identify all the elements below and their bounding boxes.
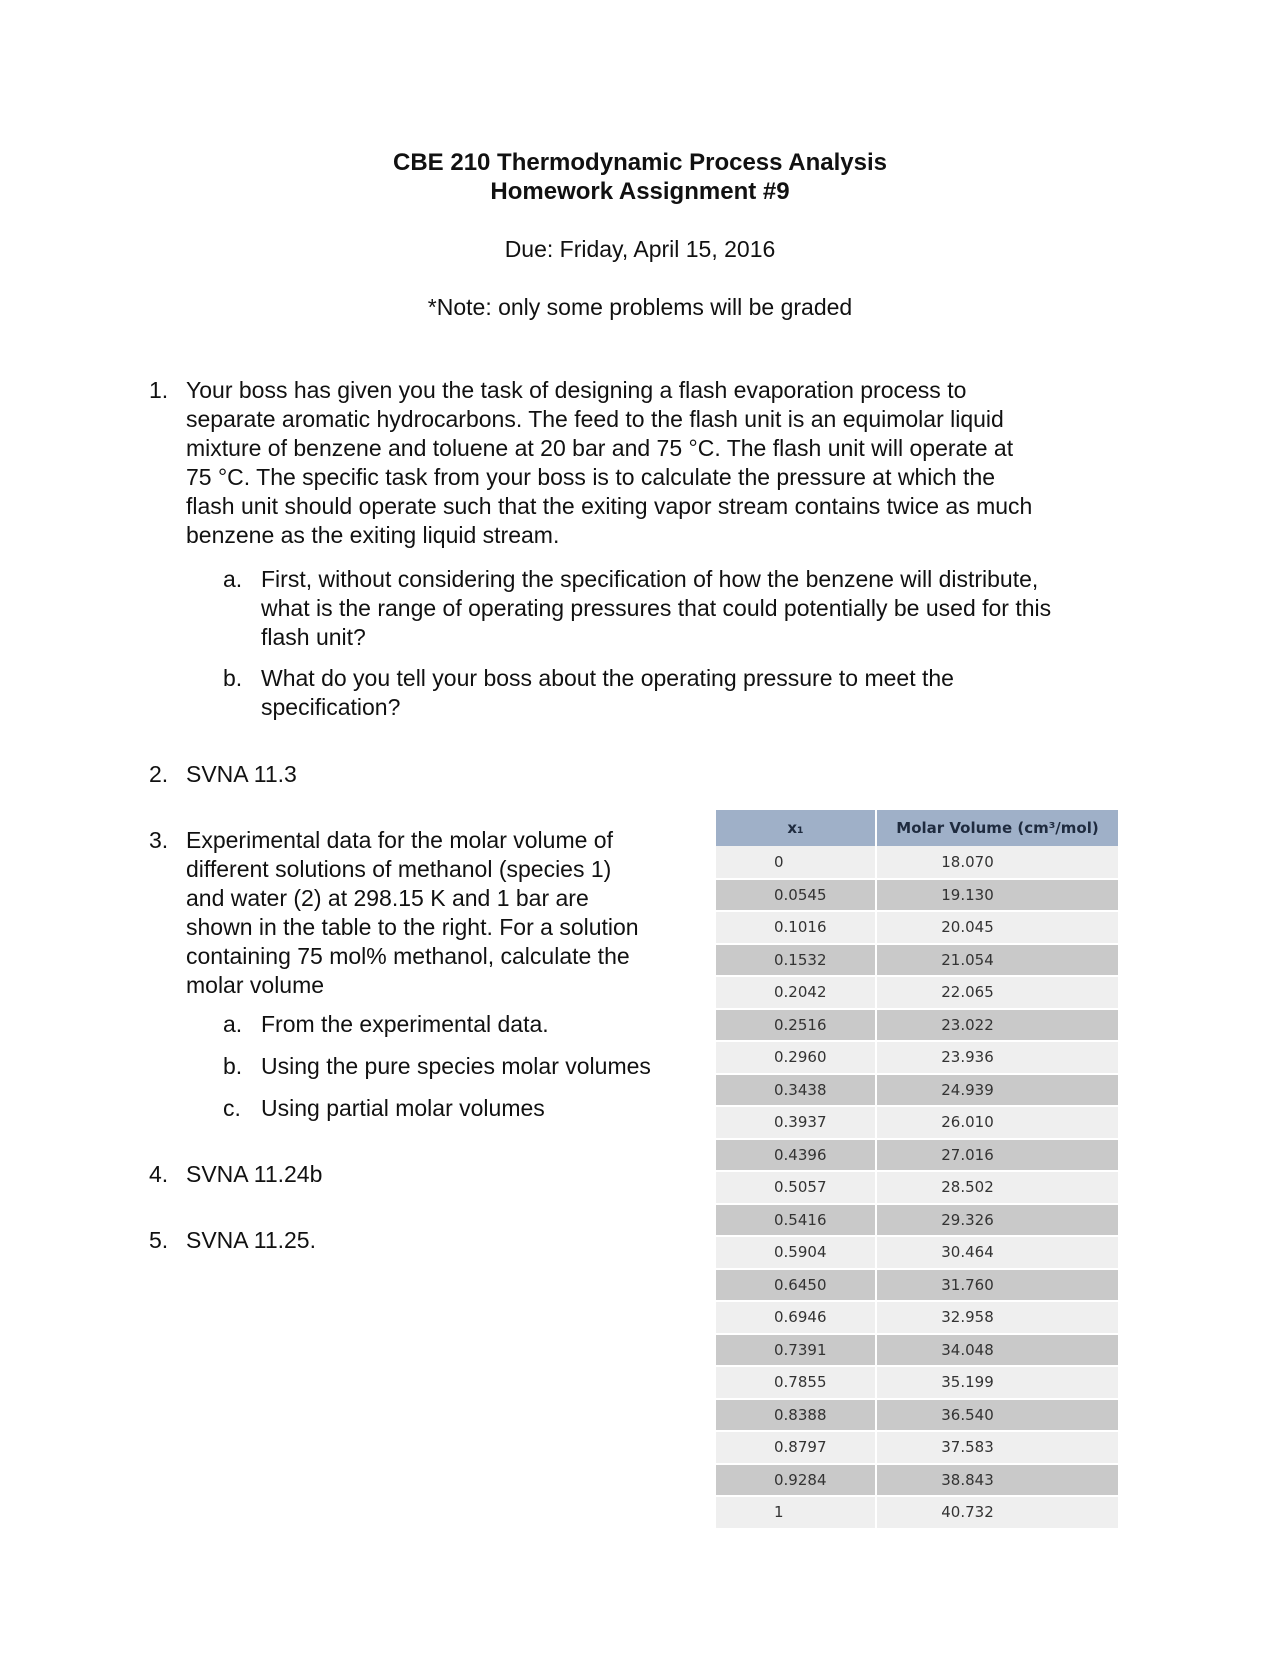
problem-3-line: Experimental data for the molar volume of xyxy=(186,827,613,853)
problem-4-number: 4. xyxy=(149,1161,169,1187)
cell-x1: 0.0545 xyxy=(716,879,876,912)
problem-3a-text: From the experimental data. xyxy=(261,1011,549,1037)
problem-1a-line: what is the range of operating pressures that could potentially be used for this xyxy=(261,595,1052,621)
cell-x1: 0.6450 xyxy=(716,1269,876,1302)
problem-1-line: separate aromatic hydrocarbons. The feed to the flash unit is an equimolar liquid xyxy=(186,406,1004,432)
cell-x1: 0.8797 xyxy=(716,1431,876,1464)
cell-molar-volume: 29.326 xyxy=(876,1204,1119,1237)
problem-3-text xyxy=(186,826,706,1000)
problem-3-line: shown in the table to the right. For a solution xyxy=(186,914,639,940)
cell-molar-volume: 38.843 xyxy=(876,1464,1119,1497)
table-row xyxy=(716,1009,1119,1042)
cell-molar-volume: 32.958 xyxy=(876,1301,1119,1334)
table-row xyxy=(716,1301,1119,1334)
course-title: CBE 210 Thermodynamic Process Analysis xyxy=(393,149,887,176)
problem-1-number: 1. xyxy=(149,377,169,403)
cell-x1: 0.7855 xyxy=(716,1366,876,1399)
assignment-title: Homework Assignment #9 xyxy=(490,178,790,205)
problem-3-number: 3. xyxy=(149,827,169,853)
cell-x1: 0.2516 xyxy=(716,1009,876,1042)
table-row xyxy=(716,976,1119,1009)
cell-molar-volume: 24.939 xyxy=(876,1074,1119,1107)
cell-x1: 0.8388 xyxy=(716,1399,876,1432)
molar-volume-table-wrap xyxy=(716,810,1120,1530)
problem-3c-text: Using partial molar volumes xyxy=(261,1095,545,1121)
cell-molar-volume: 22.065 xyxy=(876,976,1119,1009)
problem-3b-text: Using the pure species molar volumes xyxy=(261,1053,651,1079)
cell-molar-volume: 23.936 xyxy=(876,1041,1119,1074)
cell-x1: 0.2042 xyxy=(716,976,876,1009)
cell-x1: 0.1532 xyxy=(716,944,876,977)
problem-1-line: benzene as the exiting liquid stream. xyxy=(186,522,560,548)
problem-1b-label: b. xyxy=(223,665,243,691)
cell-x1: 0.6946 xyxy=(716,1301,876,1334)
table-header-row xyxy=(716,810,1119,846)
cell-x1: 0.2960 xyxy=(716,1041,876,1074)
grading-note: *Note: only some problems will be graded xyxy=(427,294,853,320)
table-row xyxy=(716,911,1119,944)
problem-1-line: mixture of benzene and toluene at 20 bar and 75 °C. The flash unit will operate at xyxy=(186,435,1014,461)
cell-molar-volume: 37.583 xyxy=(876,1431,1119,1464)
table-row xyxy=(716,1399,1119,1432)
cell-molar-volume: 34.048 xyxy=(876,1334,1119,1367)
table-row xyxy=(716,846,1119,879)
problem-3a-label: a. xyxy=(223,1011,243,1037)
cell-x1: 0.5416 xyxy=(716,1204,876,1237)
cell-x1: 0 xyxy=(716,846,876,879)
problem-2-number: 2. xyxy=(149,761,169,787)
problem-1-line: flash unit should operate such that the exiting vapor stream contains twice as much xyxy=(186,493,1033,519)
table-row xyxy=(716,1204,1119,1237)
cell-molar-volume: 19.130 xyxy=(876,879,1119,912)
problem-5-number: 5. xyxy=(149,1227,169,1253)
table-row xyxy=(716,879,1119,912)
cell-x1: 0.4396 xyxy=(716,1139,876,1172)
table-row xyxy=(716,944,1119,977)
problem-3-line: and water (2) at 298.15 K and 1 bar are xyxy=(186,885,589,911)
problem-1b-line: What do you tell your boss about the operating pressure to meet the xyxy=(261,665,954,691)
document-title xyxy=(0,148,1280,206)
problem-1b-line: specification? xyxy=(261,694,401,720)
cell-molar-volume: 21.054 xyxy=(876,944,1119,977)
cell-x1: 0.3438 xyxy=(716,1074,876,1107)
problem-3c-label: c. xyxy=(223,1095,241,1121)
cell-x1: 0.3937 xyxy=(716,1106,876,1139)
problem-1a-label: a. xyxy=(223,566,243,592)
molar-volume-table xyxy=(716,810,1120,1530)
column-header-molar-volume: Molar Volume (cm³/mol) xyxy=(876,810,1119,846)
cell-molar-volume: 27.016 xyxy=(876,1139,1119,1172)
problem-1a-line: First, without considering the specification of how the benzene will distribute, xyxy=(261,566,1039,592)
cell-x1: 1 xyxy=(716,1496,876,1529)
cell-molar-volume: 36.540 xyxy=(876,1399,1119,1432)
table-body xyxy=(716,846,1119,1529)
cell-molar-volume: 26.010 xyxy=(876,1106,1119,1139)
cell-molar-volume: 30.464 xyxy=(876,1236,1119,1269)
problem-1a-text xyxy=(261,565,1161,652)
cell-molar-volume: 18.070 xyxy=(876,846,1119,879)
table-row xyxy=(716,1269,1119,1302)
problem-1b-text xyxy=(261,664,1161,722)
table-row xyxy=(716,1334,1119,1367)
cell-molar-volume: 23.022 xyxy=(876,1009,1119,1042)
problem-3-line: different solutions of methanol (species 1) xyxy=(186,856,612,882)
problem-1-text xyxy=(186,376,1146,550)
table-row xyxy=(716,1041,1119,1074)
cell-x1: 0.9284 xyxy=(716,1464,876,1497)
cell-molar-volume: 40.732 xyxy=(876,1496,1119,1529)
cell-molar-volume: 31.760 xyxy=(876,1269,1119,1302)
problem-4-text: SVNA 11.24b xyxy=(186,1161,323,1187)
problem-3-line: molar volume xyxy=(186,972,325,998)
due-date: Due: Friday, April 15, 2016 xyxy=(504,236,776,262)
table-row xyxy=(716,1464,1119,1497)
cell-x1: 0.5057 xyxy=(716,1171,876,1204)
cell-x1: 0.7391 xyxy=(716,1334,876,1367)
problem-5-text: SVNA 11.25. xyxy=(186,1227,316,1253)
table-row xyxy=(716,1236,1119,1269)
problem-1-line: Your boss has given you the task of designing a flash evaporation process to xyxy=(186,377,967,403)
table-row xyxy=(716,1074,1119,1107)
table-row xyxy=(716,1496,1119,1529)
problem-2-text: SVNA 11.3 xyxy=(186,761,297,787)
problem-3-line: containing 75 mol% methanol, calculate the xyxy=(186,943,630,969)
cell-molar-volume: 20.045 xyxy=(876,911,1119,944)
cell-x1: 0.5904 xyxy=(716,1236,876,1269)
table-row xyxy=(716,1139,1119,1172)
problem-1-line: 75 °C. The specific task from your boss is to calculate the pressure at which the xyxy=(186,464,996,490)
column-header-x1: x₁ xyxy=(716,810,876,846)
table-row xyxy=(716,1106,1119,1139)
cell-x1: 0.1016 xyxy=(716,911,876,944)
table-row xyxy=(716,1171,1119,1204)
problem-3b-label: b. xyxy=(223,1053,243,1079)
problem-1a-line: flash unit? xyxy=(261,624,366,650)
cell-molar-volume: 35.199 xyxy=(876,1366,1119,1399)
cell-molar-volume: 28.502 xyxy=(876,1171,1119,1204)
table-row xyxy=(716,1366,1119,1399)
table-row xyxy=(716,1431,1119,1464)
